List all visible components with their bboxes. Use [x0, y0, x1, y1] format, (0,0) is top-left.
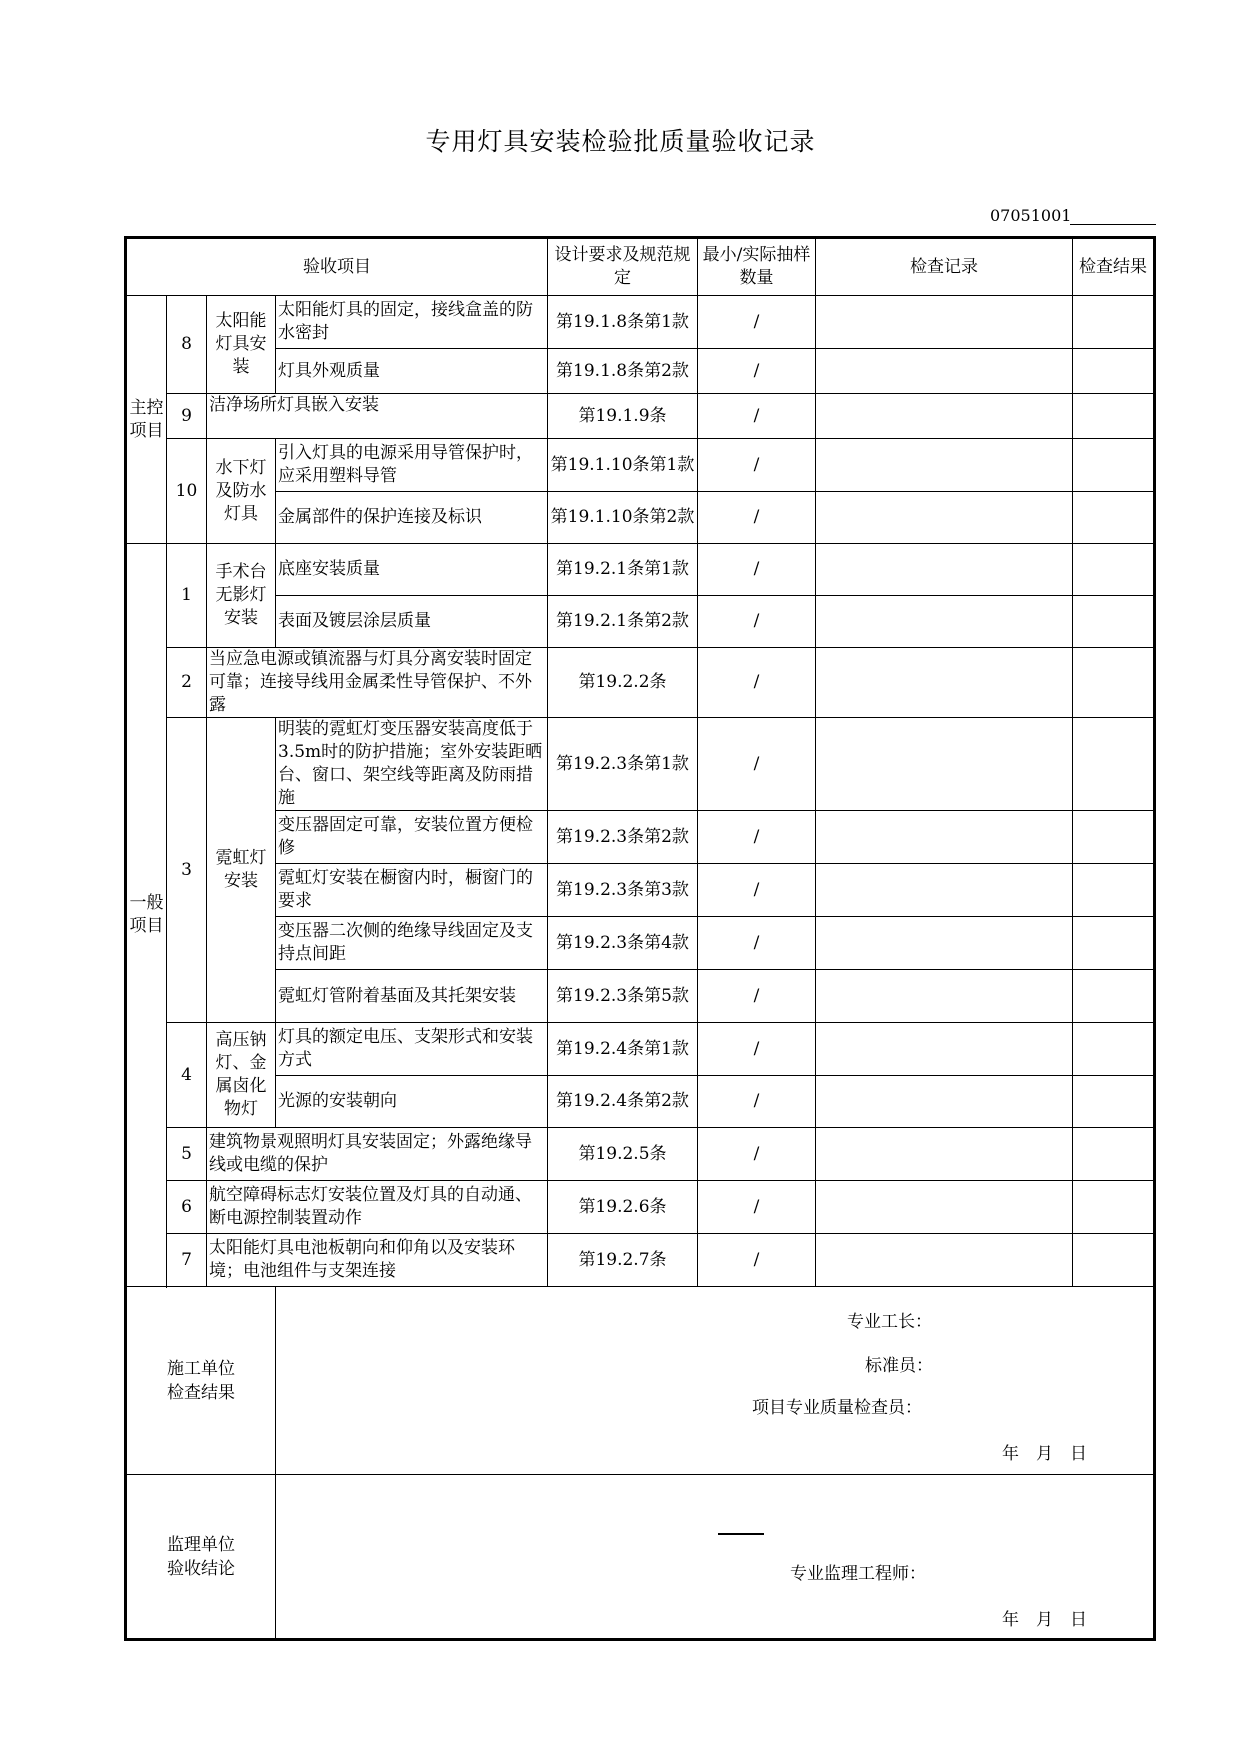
item-requirement: 第19.1.10条第2款	[548, 492, 698, 544]
construction-section	[126, 1287, 1155, 1475]
item-desc: 太阳能灯具电池板朝向和仰角以及安装环境；电池组件与支架连接	[207, 1234, 548, 1287]
item-qty: /	[698, 544, 816, 596]
check-result-cell[interactable]	[1073, 544, 1155, 596]
check-result-cell[interactable]	[1073, 1076, 1155, 1128]
table-row	[126, 596, 1155, 648]
table-row	[126, 296, 1155, 349]
item-name: 手术台无影灯安装	[207, 544, 276, 648]
check-result-cell[interactable]	[1073, 492, 1155, 544]
check-result-cell[interactable]	[1073, 596, 1155, 648]
header-item: 验收项目	[126, 238, 548, 296]
check-result-cell[interactable]	[1073, 349, 1155, 394]
check-result-cell[interactable]	[1073, 296, 1155, 349]
item-name: 高压钠灯、金属卤化物灯	[207, 1023, 276, 1128]
check-record-cell[interactable]	[816, 1181, 1073, 1234]
check-record-cell[interactable]	[816, 718, 1073, 811]
item-qty: /	[698, 596, 816, 648]
inspection-table	[124, 236, 1156, 1641]
check-result-cell[interactable]	[1073, 1181, 1155, 1234]
item-qty: /	[698, 1076, 816, 1128]
supervising-engineer-label: 专业监理工程师：	[790, 1564, 926, 1584]
check-result-cell[interactable]	[1073, 648, 1155, 718]
item-requirement: 第19.2.1条第2款	[548, 596, 698, 648]
item-requirement: 第19.2.4条第2款	[548, 1076, 698, 1128]
item-requirement: 第19.2.5条	[548, 1128, 698, 1181]
header-sample-qty: 最小/实际抽样数量	[698, 238, 816, 296]
group-general: 一般项目	[126, 544, 167, 1287]
supervision-section	[126, 1475, 1155, 1640]
item-requirement: 第19.2.3条第4款	[548, 917, 698, 970]
item-name: 太阳能灯具安装	[207, 296, 276, 394]
item-requirement: 第19.1.10条第1款	[548, 439, 698, 492]
item-no: 6	[167, 1181, 207, 1234]
table-row	[126, 492, 1155, 544]
check-record-cell[interactable]	[816, 1023, 1073, 1076]
item-sub-desc: 底座安装质量	[276, 544, 548, 596]
check-record-cell[interactable]	[816, 394, 1073, 439]
check-record-cell[interactable]	[816, 596, 1073, 648]
item-requirement: 第19.2.4条第1款	[548, 1023, 698, 1076]
supervision-label-text: 监理单位验收结论	[167, 1534, 235, 1579]
item-requirement: 第19.1.8条第1款	[548, 296, 698, 349]
item-sub-desc: 明装的霓虹灯变压器安装高度低于3.5m时的防护措施；室外安装距晒台、窗口、架空线等距离及防雨措施	[276, 718, 548, 811]
item-qty: /	[698, 1234, 816, 1287]
item-no: 10	[167, 439, 207, 544]
item-qty: /	[698, 648, 816, 718]
table-row	[126, 970, 1155, 1023]
item-no: 8	[167, 296, 207, 394]
item-requirement: 第19.2.3条第3款	[548, 864, 698, 917]
item-requirement: 第19.2.3条第1款	[548, 718, 698, 811]
item-qty: /	[698, 349, 816, 394]
group-main-control: 主控项目	[126, 296, 167, 544]
item-requirement: 第19.2.6条	[548, 1181, 698, 1234]
item-no: 5	[167, 1128, 207, 1181]
item-requirement: 第19.1.9条	[548, 394, 698, 439]
check-result-cell[interactable]	[1073, 1234, 1155, 1287]
item-desc: 建筑物景观照明灯具安装固定；外露绝缘导线或电缆的保护	[207, 1128, 548, 1181]
item-qty: /	[698, 1181, 816, 1234]
check-record-cell[interactable]	[816, 1076, 1073, 1128]
table-row	[126, 1234, 1155, 1287]
item-qty: /	[698, 718, 816, 811]
foreman-label: 专业工长：	[847, 1312, 932, 1332]
check-record-cell[interactable]	[816, 864, 1073, 917]
item-requirement: 第19.2.1条第1款	[548, 544, 698, 596]
check-record-cell[interactable]	[816, 917, 1073, 970]
construction-label-text: 施工单位检查结果	[167, 1358, 235, 1403]
document-number-underline	[1070, 224, 1156, 225]
item-no: 3	[167, 718, 207, 1023]
table-row	[126, 864, 1155, 917]
item-requirement: 第19.2.3条第5款	[548, 970, 698, 1023]
header-check-result: 检查结果	[1073, 238, 1155, 296]
item-qty: /	[698, 296, 816, 349]
table-row	[126, 718, 1155, 811]
check-result-cell[interactable]	[1073, 811, 1155, 864]
item-no: 2	[167, 648, 207, 718]
check-record-cell[interactable]	[816, 492, 1073, 544]
header-requirement: 设计要求及规范规定	[548, 238, 698, 296]
check-record-cell[interactable]	[816, 296, 1073, 349]
item-sub-desc: 引入灯具的电源采用导管保护时，应采用塑料导管	[276, 439, 548, 492]
item-name: 霓虹灯安装	[207, 718, 276, 1023]
table-row	[126, 1181, 1155, 1234]
item-qty: /	[698, 1128, 816, 1181]
table-header-row	[126, 238, 1155, 296]
check-record-cell[interactable]	[816, 439, 1073, 492]
table-row	[126, 648, 1155, 718]
item-sub-desc: 太阳能灯具的固定，接线盒盖的防水密封	[276, 296, 548, 349]
check-record-cell[interactable]	[816, 811, 1073, 864]
check-result-cell[interactable]	[1073, 1128, 1155, 1181]
table-row	[126, 1023, 1155, 1076]
construction-label	[126, 1287, 276, 1475]
item-requirement: 第19.2.2条	[548, 648, 698, 718]
table-row	[126, 1128, 1155, 1181]
item-qty: /	[698, 394, 816, 439]
item-requirement: 第19.2.3条第2款	[548, 811, 698, 864]
supervision-label	[126, 1475, 276, 1640]
supervision-sign-area[interactable]	[276, 1475, 1155, 1640]
item-sub-desc: 光源的安装朝向	[276, 1076, 548, 1128]
check-record-cell[interactable]	[816, 544, 1073, 596]
table-row	[126, 439, 1155, 492]
item-sub-desc: 金属部件的保护连接及标识	[276, 492, 548, 544]
item-no: 4	[167, 1023, 207, 1128]
check-record-cell[interactable]	[816, 1128, 1073, 1181]
check-result-cell[interactable]	[1073, 864, 1155, 917]
item-sub-desc: 灯具外观质量	[276, 349, 548, 394]
construction-date: 年 月 日	[1002, 1444, 1087, 1464]
item-no: 9	[167, 394, 207, 439]
header-check-record: 检查记录	[816, 238, 1073, 296]
table-row	[126, 544, 1155, 596]
page-title: 专用灯具安装检验批质量验收记录	[425, 127, 816, 156]
document-number: 07051001	[990, 206, 1072, 225]
check-record-cell[interactable]	[816, 970, 1073, 1023]
item-qty: /	[698, 492, 816, 544]
supervision-date: 年 月 日	[1002, 1610, 1087, 1630]
item-qty: /	[698, 917, 816, 970]
item-qty: /	[698, 864, 816, 917]
table-row	[126, 349, 1155, 394]
item-no: 1	[167, 544, 207, 648]
quality-inspector-label: 项目专业质量检查员：	[752, 1398, 922, 1418]
check-result-cell[interactable]	[1073, 394, 1155, 439]
table-row	[126, 1076, 1155, 1128]
item-sub-desc: 灯具的额定电压、支架形式和安装方式	[276, 1023, 548, 1076]
table-row	[126, 394, 1155, 439]
item-desc: 当应急电源或镇流器与灯具分离安装时固定可靠；连接导线用金属柔性导管保护、不外露	[207, 648, 548, 718]
item-desc: 洁净场所灯具嵌入安装	[207, 394, 548, 439]
check-result-cell[interactable]	[1073, 718, 1155, 811]
item-qty: /	[698, 811, 816, 864]
check-result-cell[interactable]	[1073, 917, 1155, 970]
check-record-cell[interactable]	[816, 349, 1073, 394]
item-sub-desc: 变压器固定可靠，安装位置方便检修	[276, 811, 548, 864]
check-record-cell[interactable]	[816, 648, 1073, 718]
item-sub-desc: 霓虹灯管附着基面及其托架安装	[276, 970, 548, 1023]
item-sub-desc: 表面及镀层涂层质量	[276, 596, 548, 648]
table-row	[126, 917, 1155, 970]
item-sub-desc: 霓虹灯安装在橱窗内时，橱窗门的要求	[276, 864, 548, 917]
dash-mark	[718, 1533, 764, 1535]
construction-sign-area[interactable]	[276, 1287, 1155, 1475]
item-qty: /	[698, 970, 816, 1023]
check-result-cell[interactable]	[1073, 970, 1155, 1023]
check-record-cell[interactable]	[816, 1234, 1073, 1287]
item-qty: /	[698, 439, 816, 492]
standard-officer-label: 标准员：	[865, 1356, 933, 1376]
check-result-cell[interactable]	[1073, 1023, 1155, 1076]
item-no: 7	[167, 1234, 207, 1287]
check-result-cell[interactable]	[1073, 439, 1155, 492]
table-row	[126, 811, 1155, 864]
item-name: 水下灯及防水灯具	[207, 439, 276, 544]
item-requirement: 第19.2.7条	[548, 1234, 698, 1287]
item-qty: /	[698, 1023, 816, 1076]
item-desc: 航空障碍标志灯安装位置及灯具的自动通、断电源控制装置动作	[207, 1181, 548, 1234]
item-requirement: 第19.1.8条第2款	[548, 349, 698, 394]
item-sub-desc: 变压器二次侧的绝缘导线固定及支持点间距	[276, 917, 548, 970]
